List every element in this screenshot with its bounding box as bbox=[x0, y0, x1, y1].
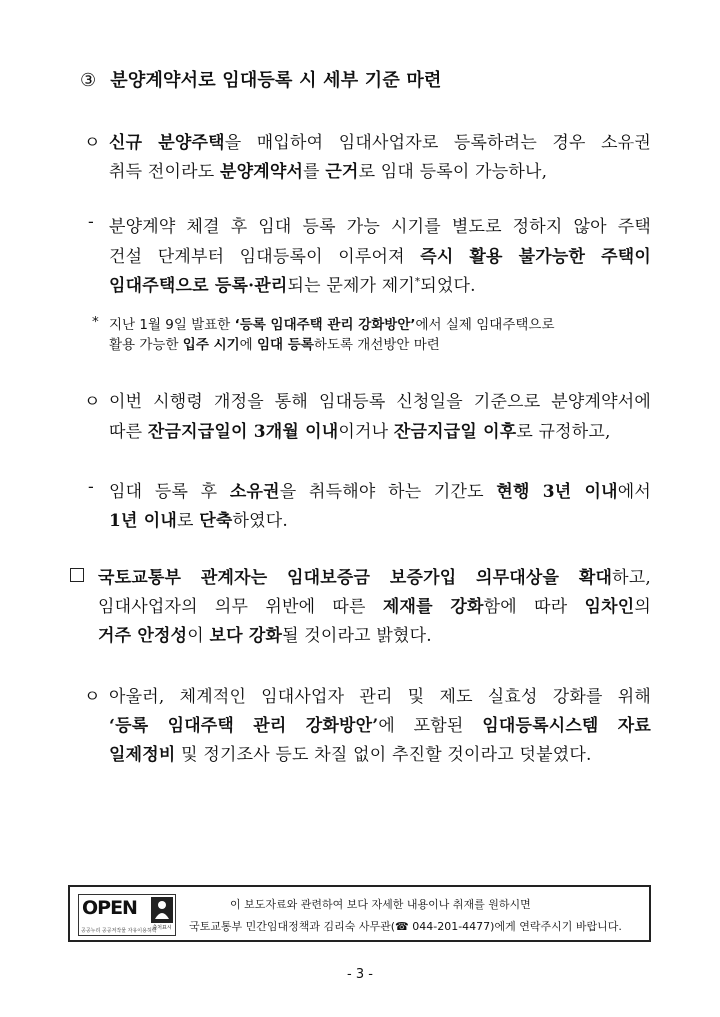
text-segment: ‘등록 임대주택 관리 강화방안’ bbox=[109, 716, 379, 736]
text-segment: 로 규정하고, bbox=[516, 422, 611, 442]
bullet-o: ㅇ bbox=[84, 133, 101, 153]
text-segment: 임대 등록 후 bbox=[109, 482, 230, 502]
text-segment: 현행 3년 이내 bbox=[496, 482, 618, 502]
para-6-line-2 bbox=[109, 711, 651, 736]
para-1-line-2 bbox=[109, 157, 547, 182]
text-segment: 건설 단계부터 임대등록이 이루어져 bbox=[109, 247, 421, 267]
text-segment: 되는 문제가 제기 bbox=[287, 276, 416, 296]
text-segment: * bbox=[415, 276, 421, 288]
bullet-o: ㅇ bbox=[84, 687, 101, 707]
text-segment: 1년 이내 bbox=[109, 511, 178, 531]
text-segment: 이번 시행령 개정을 통해 임대등록 신청일을 기준으로 분양계약서에 bbox=[109, 392, 651, 412]
open-logo-text: OPEN bbox=[82, 897, 137, 919]
text-segment: 임대사업자의 의무 위반에 따른 bbox=[98, 597, 383, 617]
text-segment: 아울러, 체계적인 임대사업자 관리 및 제도 실효성 강화를 위해 bbox=[109, 687, 651, 707]
text-segment: 이거나 bbox=[338, 422, 394, 442]
footnote-marker: * bbox=[92, 314, 99, 330]
para-3-line-2 bbox=[109, 417, 611, 442]
section-title: 분양계약서로 임대등록 시 세부 기준 마련 bbox=[110, 70, 442, 91]
bullet-o: ㅇ bbox=[84, 392, 101, 412]
text-segment: 로 임대 등록이 가능하나, bbox=[358, 162, 548, 182]
text-segment: 지난 1월 9일 발표한 bbox=[109, 317, 235, 333]
contact-line-1: 이 보도자료와 관련하여 보다 자세한 내용이나 취재를 원하시면 bbox=[230, 898, 531, 911]
text-segment: 근거 bbox=[325, 162, 359, 182]
text-segment: 에서 bbox=[617, 482, 651, 502]
text-segment: 을 취득해야 하는 기간도 bbox=[279, 482, 497, 502]
text-segment: 분양계약서 bbox=[219, 162, 304, 182]
para-1-line-1 bbox=[109, 128, 651, 153]
text-segment: 에서 실제 임대주택으로 bbox=[415, 317, 555, 333]
text-segment: 및 정기조사 등도 차질 없이 추진할 것이라고 덧붙였다. bbox=[175, 745, 592, 765]
text-segment: 하고, bbox=[612, 568, 651, 588]
text-segment: 에 포함된 bbox=[378, 716, 483, 736]
text-segment: 보다 강화 bbox=[209, 626, 283, 646]
attribution-badge-icon bbox=[151, 897, 173, 923]
para-5-line-1 bbox=[98, 563, 651, 588]
open-logo-subtitle: 공공누리 공공저작물 자유이용허락 bbox=[81, 928, 157, 934]
footnote-line-2 bbox=[109, 333, 440, 353]
text-segment: 임대주택으로 등록·관리 bbox=[109, 276, 288, 296]
text-segment: 활용 가능한 bbox=[109, 337, 183, 353]
text-segment: 로 bbox=[177, 511, 200, 531]
open-license-logo bbox=[78, 894, 176, 936]
section-heading bbox=[80, 66, 442, 92]
text-segment: 제재를 강화 bbox=[382, 597, 484, 617]
text-segment: 거주 안정성 bbox=[98, 626, 188, 646]
para-2-line-2 bbox=[109, 242, 651, 267]
text-segment: 단축 bbox=[199, 511, 233, 531]
text-segment: 이 bbox=[187, 626, 210, 646]
text-segment: 되었다. bbox=[420, 276, 476, 296]
text-segment: 즉시 활용 불가능한 주택이 bbox=[420, 247, 651, 267]
text-segment: 국토교통부 관계자는 bbox=[98, 568, 288, 588]
text-segment: 을 매입하여 임대사업자로 등록하려는 경우 소유권 bbox=[224, 133, 651, 153]
text-segment: 분양계약 체결 후 임대 등록 가능 시기를 별도로 정하지 않아 주택 bbox=[109, 217, 651, 237]
text-segment: ‘등록 임대주택 관리 강화방안’ bbox=[234, 317, 416, 333]
text-segment: 일제정비 bbox=[109, 745, 176, 765]
text-segment: 취득 전이라도 bbox=[109, 162, 220, 182]
text-segment: 따른 bbox=[109, 422, 148, 442]
text-segment: 확대 bbox=[578, 568, 613, 588]
text-segment: 될 것이라고 밝혔다. bbox=[282, 626, 432, 646]
checkbox-square-icon bbox=[70, 568, 84, 582]
page-number: - 3 - bbox=[347, 967, 373, 982]
text-segment: 임대 등록 bbox=[257, 337, 314, 353]
text-segment: 입주 시기 bbox=[182, 337, 240, 353]
para-6-line-1 bbox=[109, 682, 651, 707]
text-segment: 하였다. bbox=[232, 511, 288, 531]
attribution-badge-label: 출처표시 bbox=[152, 925, 172, 931]
text-segment: 를 bbox=[303, 162, 326, 182]
bullet-dash: - bbox=[88, 212, 94, 232]
para-5-line-2 bbox=[98, 592, 651, 617]
para-2-line-3 bbox=[109, 271, 476, 296]
para-2-line-1 bbox=[109, 212, 651, 237]
para-5-line-3 bbox=[98, 621, 432, 646]
text-segment: 에 bbox=[239, 337, 258, 353]
text-segment: 하도록 개선방안 마련 bbox=[313, 337, 440, 353]
para-6-line-3 bbox=[109, 740, 592, 765]
text-segment: 잔금지급일 이후 bbox=[393, 422, 517, 442]
text-segment: 함에 따라 bbox=[483, 597, 585, 617]
text-segment: 임차인 bbox=[584, 597, 635, 617]
text-segment: 신규 분양주택 bbox=[109, 133, 225, 153]
section-number: ③ bbox=[80, 70, 97, 91]
text-segment: 소유권 bbox=[229, 482, 280, 502]
text-segment: 임대등록시스템 자료 bbox=[482, 716, 652, 736]
para-3-line-1 bbox=[109, 387, 651, 412]
text-segment: 임대보증금 보증가입 의무대상을 bbox=[287, 568, 579, 588]
contact-line-2: 국토교통부 민간임대정책과 김리숙 사무관(☎ 044-201-4477)에게 연락주시기 바랍니다. bbox=[189, 920, 622, 933]
para-4-line-2 bbox=[109, 506, 288, 531]
contact-box bbox=[68, 885, 651, 942]
bullet-dash: - bbox=[88, 477, 94, 497]
text-segment: 의 bbox=[634, 597, 651, 617]
footnote-line-1 bbox=[109, 313, 555, 333]
para-4-line-1 bbox=[109, 477, 651, 502]
text-segment: 잔금지급일이 3개월 이내 bbox=[147, 422, 339, 442]
